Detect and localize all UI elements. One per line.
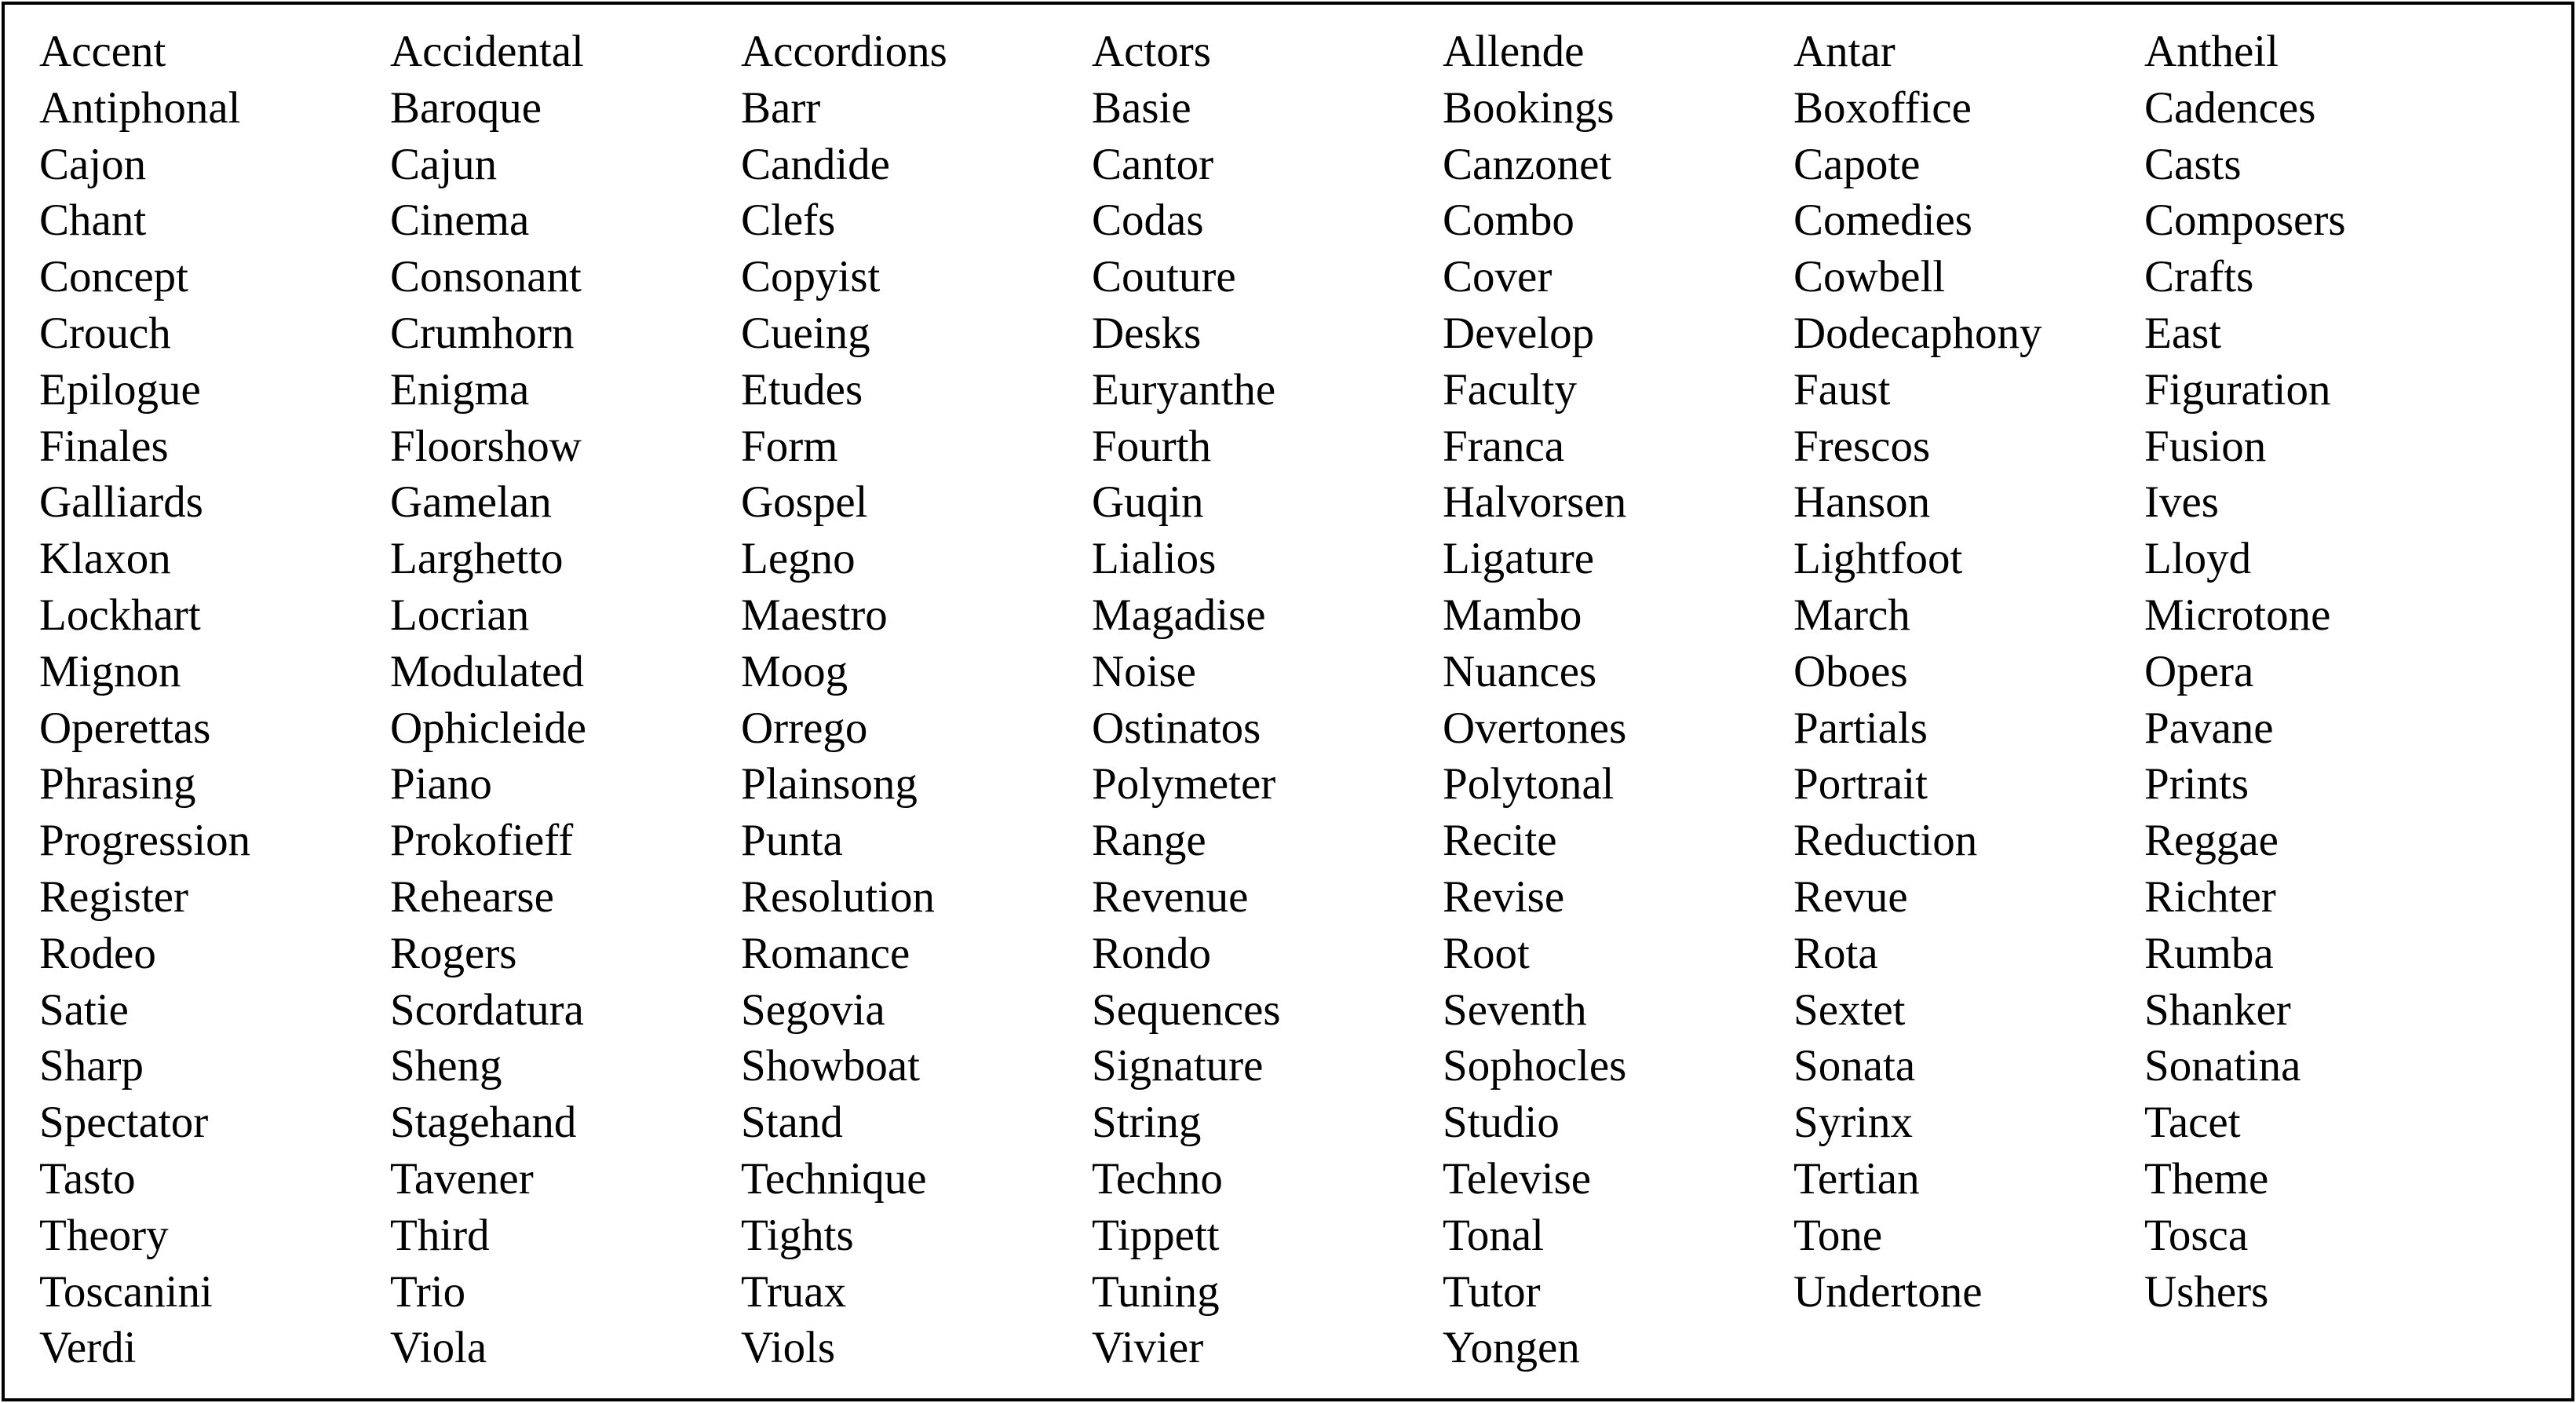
word-item: Punta [741, 816, 843, 866]
word-item: Faust [1793, 364, 1891, 415]
word-item: Accordions [741, 27, 947, 76]
word-item: Figuration [2144, 364, 2331, 415]
word-item: Tavener [390, 1153, 534, 1204]
word-item: Revue [1793, 871, 1908, 922]
word-item: Revenue [1092, 871, 1249, 922]
word-item: Root [1443, 928, 1530, 978]
word-item: Reggae [2144, 816, 2279, 866]
word-item: Ushers [2144, 1266, 2269, 1317]
word-item: Galliards [39, 477, 203, 528]
word-item: Form [741, 421, 838, 471]
word-item: Trio [390, 1266, 466, 1317]
word-item: Seventh [1443, 985, 1587, 1035]
word-item: Tertian [1793, 1153, 1920, 1204]
word-item: Noise [1092, 646, 1196, 696]
word-item: Basie [1092, 82, 1191, 133]
word-item: Stand [741, 1098, 843, 1148]
word-item: Rota [1793, 928, 1878, 978]
word-item: Faculty [1443, 364, 1577, 415]
word-item: Signature [1092, 1041, 1264, 1091]
word-item: Rehearse [390, 871, 554, 922]
word-item: Stagehand [390, 1098, 577, 1148]
word-item: Overtones [1443, 703, 1627, 753]
word-item: Crouch [39, 308, 171, 358]
word-item: Cowbell [1793, 252, 1946, 302]
word-item: Casts [2144, 139, 2242, 189]
word-item: Shanker [2144, 985, 2291, 1035]
word-item: Resolution [741, 871, 936, 922]
word-item: Actors [1092, 27, 1211, 76]
word-item: Copyist [741, 252, 881, 302]
word-item: Tuning [1092, 1266, 1220, 1317]
word-item: Cueing [741, 308, 870, 358]
word-item: Truax [741, 1266, 847, 1317]
word-item: Boxoffice [1793, 82, 1972, 133]
word-item: Baroque [390, 82, 542, 133]
word-item: Spectator [39, 1098, 209, 1148]
word-item: Fourth [1092, 421, 1212, 471]
word-item: Segovia [741, 985, 885, 1035]
word-item: Recite [1443, 816, 1557, 866]
word-item: Rumba [2144, 928, 2274, 978]
word-item: Sextet [1793, 985, 1906, 1035]
word-item: Allende [1443, 27, 1585, 76]
word-item: Barr [741, 82, 821, 133]
word-item: Theory [39, 1210, 169, 1260]
word-item: Tone [1793, 1210, 1883, 1260]
word-item: Sophocles [1443, 1041, 1627, 1091]
word-item: Televise [1443, 1153, 1592, 1204]
word-item: Finales [39, 421, 169, 471]
word-item: Cadences [2144, 82, 2316, 133]
word-item: Microtone [2144, 590, 2331, 640]
word-item: Prints [2144, 759, 2249, 809]
word-item: Chant [39, 195, 147, 246]
word-item: Clefs [741, 195, 836, 246]
word-item: Lialios [1092, 534, 1217, 584]
word-item: Showboat [741, 1041, 920, 1091]
word-item: Sonata [1793, 1041, 1916, 1091]
word-item: Sheng [390, 1041, 502, 1091]
word-item: Epilogue [39, 364, 201, 415]
word-item: Yongen [1443, 1323, 1580, 1373]
word-item: Undertone [1793, 1266, 1983, 1317]
word-item: Crafts [2144, 252, 2254, 302]
word-item: Legno [741, 534, 856, 584]
word-item: Bookings [1443, 82, 1615, 133]
word-item: Maestro [741, 590, 888, 640]
word-item: Cajon [39, 139, 147, 189]
word-item: Polymeter [1092, 759, 1276, 809]
word-item: Ostinatos [1092, 703, 1261, 753]
word-item: Combo [1443, 195, 1574, 246]
word-item: East [2144, 308, 2222, 358]
word-item: Operettas [39, 703, 211, 753]
word-item: Tosca [2144, 1210, 2249, 1260]
word-item: Oboes [1793, 646, 1908, 696]
word-item: Revise [1443, 871, 1565, 922]
word-item: Lightfoot [1793, 534, 1963, 584]
word-item: Desks [1092, 308, 1202, 358]
word-item: Sequences [1092, 985, 1281, 1035]
word-item: Verdi [39, 1323, 137, 1373]
word-item: Comedies [1793, 195, 1972, 246]
word-item: Rodeo [39, 928, 156, 978]
word-item: Hanson [1793, 477, 1931, 528]
word-item: Gospel [741, 477, 868, 528]
word-item: Mignon [39, 646, 181, 696]
word-item: Gamelan [390, 477, 552, 528]
word-item: Consonant [390, 252, 582, 302]
word-item: Codas [1092, 195, 1204, 246]
word-item: Dodecaphony [1793, 308, 2042, 358]
word-item: Technique [741, 1153, 927, 1204]
word-item: Scordatura [390, 985, 584, 1035]
word-item: Lockhart [39, 590, 201, 640]
word-item: Halvorsen [1443, 477, 1627, 528]
word-item: Partials [1793, 703, 1928, 753]
word-item: Cajun [390, 139, 498, 189]
word-item: Modulated [390, 646, 584, 696]
word-item: Polytonal [1443, 759, 1615, 809]
word-item: Magadise [1092, 590, 1266, 640]
word-item: Viols [741, 1323, 836, 1373]
word-item: Moog [741, 646, 848, 696]
word-item: Pavane [2144, 703, 2274, 753]
word-item: Floorshow [390, 421, 582, 471]
word-item: Viola [390, 1323, 487, 1373]
word-item: Antheil [2144, 27, 2279, 76]
word-item: Tights [741, 1210, 854, 1260]
word-item: Concept [39, 252, 188, 302]
word-item: Capote [1793, 139, 1921, 189]
word-item: Klaxon [39, 534, 171, 584]
word-item: Franca [1443, 421, 1565, 471]
word-item: Studio [1443, 1098, 1560, 1148]
word-item: Euryanthe [1092, 364, 1276, 415]
word-item: Accidental [390, 27, 584, 76]
word-item: Ophicleide [390, 703, 587, 753]
word-item: Plainsong [741, 759, 918, 809]
word-list-box [2, 2, 2574, 1401]
word-item: Register [39, 871, 188, 922]
word-item: Richter [2144, 871, 2276, 922]
word-item: Cover [1443, 252, 1553, 302]
word-item: Frescos [1793, 421, 1931, 471]
word-item: Rondo [1092, 928, 1212, 978]
word-item: Sharp [39, 1041, 144, 1091]
word-item: String [1092, 1098, 1202, 1148]
word-item: Larghetto [390, 534, 564, 584]
word-item: Piano [390, 759, 492, 809]
word-item: Prokofieff [390, 816, 574, 866]
word-item: Tutor [1443, 1266, 1541, 1317]
word-item: Portrait [1793, 759, 1928, 809]
word-item: Tasto [39, 1153, 136, 1204]
word-item: Progression [39, 816, 251, 866]
word-item: Techno [1092, 1153, 1223, 1204]
word-item: Accent [39, 27, 166, 76]
word-item: Phrasing [39, 759, 196, 809]
word-item: Opera [2144, 646, 2254, 696]
word-item: Orrego [741, 703, 868, 753]
word-item: Sonatina [2144, 1041, 2301, 1091]
word-item: Cantor [1092, 139, 1214, 189]
word-item: Nuances [1443, 646, 1597, 696]
word-item: Tippett [1092, 1210, 1220, 1260]
word-item: Lloyd [2144, 534, 2252, 584]
word-item: Reduction [1793, 816, 1978, 866]
word-item: Ives [2144, 477, 2219, 528]
word-item: Couture [1092, 252, 1236, 302]
word-item: Vivier [1092, 1323, 1204, 1373]
word-item: Fusion [2144, 421, 2267, 471]
word-item: Canzonet [1443, 139, 1612, 189]
word-item: Guqin [1092, 477, 1204, 528]
word-item: Crumhorn [390, 308, 575, 358]
word-item: March [1793, 590, 1910, 640]
word-item: Locrian [390, 590, 530, 640]
word-item: Tonal [1443, 1210, 1544, 1260]
word-item: Ligature [1443, 534, 1595, 584]
word-item: Theme [2144, 1153, 2269, 1204]
word-item: Composers [2144, 195, 2346, 246]
word-item: Develop [1443, 308, 1595, 358]
word-item: Etudes [741, 364, 863, 415]
word-item: Candide [741, 139, 890, 189]
word-item: Toscanini [39, 1266, 213, 1317]
word-item: Third [390, 1210, 490, 1260]
word-item: Romance [741, 928, 910, 978]
word-item: Mambo [1443, 590, 1582, 640]
word-item: Tacet [2144, 1098, 2241, 1148]
word-item: Antar [1793, 27, 1896, 76]
word-grid [39, 27, 2495, 1379]
word-item: Cinema [390, 195, 530, 246]
word-item: Satie [39, 985, 129, 1035]
word-item: Range [1092, 816, 1206, 866]
word-item: Rogers [390, 928, 517, 978]
word-item: Enigma [390, 364, 530, 415]
word-item: Antiphonal [39, 82, 241, 133]
word-item: Syrinx [1793, 1098, 1914, 1148]
